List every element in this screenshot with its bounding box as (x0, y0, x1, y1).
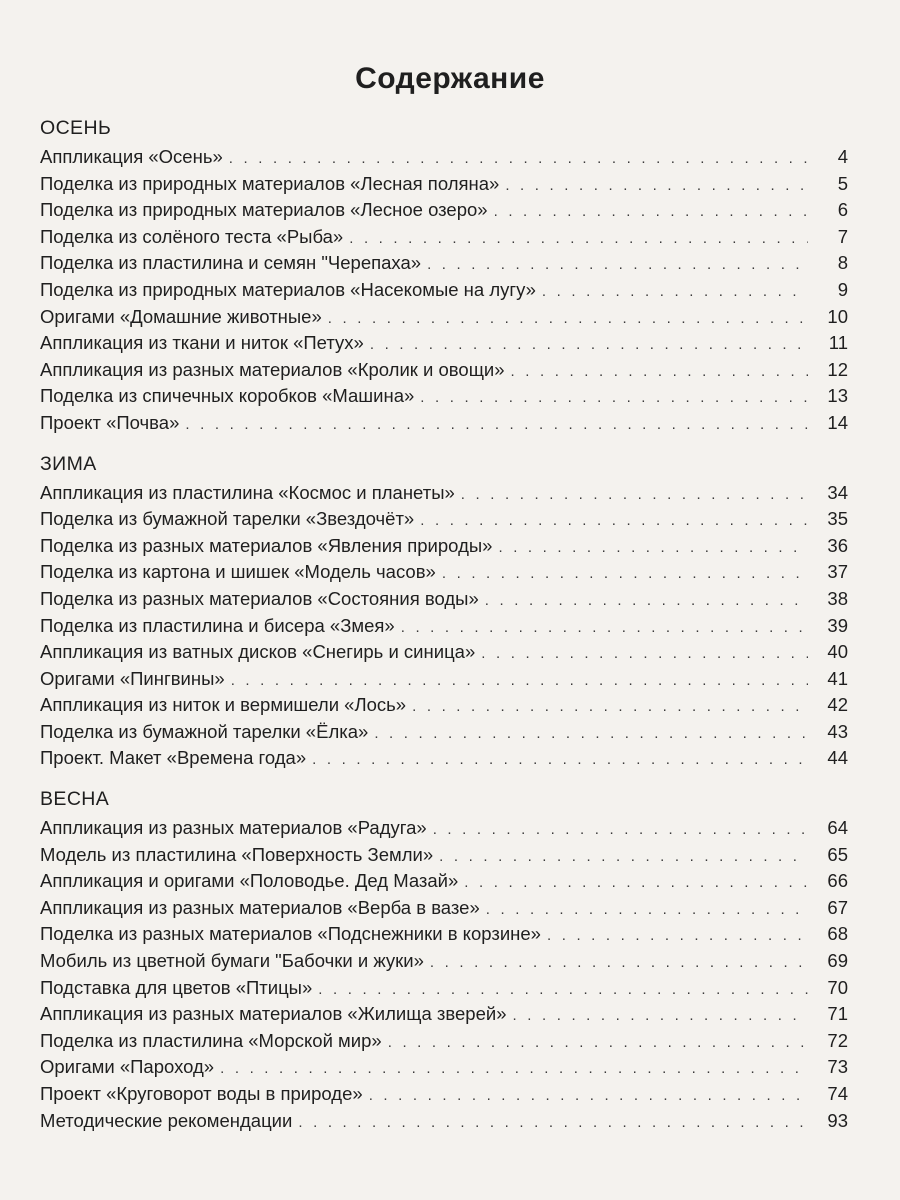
dot-leader (312, 747, 808, 774)
dot-leader (439, 844, 808, 871)
dot-leader (547, 923, 808, 950)
dot-leader (401, 615, 808, 642)
dot-leader (481, 641, 808, 668)
toc-entry (40, 357, 848, 384)
entry-page-number: 8 (837, 252, 848, 274)
dot-leader (494, 199, 808, 226)
dot-leader (370, 332, 808, 359)
dot-leader (485, 588, 808, 615)
entry-page-number: 5 (837, 172, 848, 194)
dot-leader (231, 668, 808, 695)
entry-title: Поделка из природных материалов «Лесное озеро» (40, 199, 488, 221)
toc-entry (40, 533, 848, 560)
dot-leader (220, 1056, 808, 1083)
dot-leader (374, 721, 808, 748)
entry-title: Поделка из картона и шишек «Модель часов» (40, 561, 436, 583)
entry-title: Проект. Макет «Времена года» (40, 747, 307, 769)
toc-entry (40, 613, 848, 640)
dot-leader (486, 897, 808, 924)
entry-page-number: 11 (828, 332, 848, 354)
dot-leader (427, 252, 808, 279)
entry-page-number: 68 (827, 923, 848, 945)
entry-title: Аппликация из ткани и ниток «Петух» (40, 332, 364, 354)
dot-leader (498, 535, 808, 562)
dot-leader (420, 385, 808, 412)
entry-title: Оригами «Пароход» (40, 1056, 215, 1078)
dot-leader (513, 1003, 809, 1030)
entry-title: Проект «Круговорот воды в природе» (40, 1083, 363, 1104)
toc-entry (40, 1081, 848, 1108)
toc-entry (40, 842, 848, 869)
entry-page-number: 7 (837, 225, 848, 247)
entry-page-number: 9 (837, 278, 848, 300)
toc-entry (40, 895, 848, 922)
entry-title: Поделка из солёного теста «Рыба» (40, 225, 344, 247)
toc-entry (40, 975, 848, 1002)
toc-entry (40, 171, 848, 198)
entry-title: Поделка из пластилина и бисера «Змея» (40, 614, 395, 636)
entry-page-number: 44 (827, 747, 848, 769)
entry-title: Аппликация из разных материалов «Радуга» (40, 817, 427, 839)
entry-page-number: 42 (827, 694, 848, 716)
entry-title: Аппликация из разных материалов «Верба в вазе» (40, 896, 480, 918)
dot-leader (420, 508, 808, 535)
entry-page-number: 74 (827, 1083, 848, 1104)
section-heading: ВЕСНА (40, 788, 110, 811)
entry-page-number: 13 (827, 385, 848, 407)
toc-entry (40, 383, 848, 410)
dot-leader (433, 817, 808, 844)
toc-section (40, 783, 848, 1134)
entry-title: Проект «Почва» (40, 411, 180, 433)
entry-page-number: 67 (827, 896, 848, 918)
toc-entry (40, 948, 848, 975)
entry-title: Поделка из разных материалов «Явления природы» (40, 534, 493, 556)
entry-title: Аппликация из пластилина «Космос и планеты» (40, 481, 455, 503)
toc-entry (40, 719, 848, 746)
toc-entry (40, 868, 848, 895)
toc-entry (40, 1054, 848, 1081)
entry-title: Аппликация из разных материалов «Жилища зверей» (40, 1003, 507, 1025)
entry-title: Оригами «Пингвины» (40, 667, 225, 689)
entry-page-number: 35 (827, 508, 848, 530)
dot-leader (318, 977, 808, 1004)
toc-entry (40, 304, 848, 331)
entry-page-number: 39 (827, 614, 848, 636)
dot-leader (430, 950, 808, 977)
entry-title: Поделка из спичечных коробков «Машина» (40, 385, 415, 407)
dot-leader (464, 870, 808, 897)
entry-page-number: 71 (827, 1003, 848, 1025)
toc-entry (40, 197, 848, 224)
entry-title: Аппликация «Осень» (40, 146, 223, 167)
entry-title: Поделка из разных материалов «Подснежники в корзине» (40, 923, 541, 945)
entry-page-number: 40 (827, 641, 848, 663)
dot-leader (185, 412, 808, 439)
toc-entry (40, 410, 848, 437)
toc-entry (40, 1028, 848, 1055)
entry-page-number: 66 (827, 870, 848, 892)
toc-entry (40, 692, 848, 719)
entry-page-number: 64 (827, 817, 848, 839)
toc-entry (40, 480, 848, 507)
toc-entry (40, 277, 848, 304)
entry-title: Поделка из бумажной тарелки «Ёлка» (40, 720, 369, 742)
toc-entry (40, 666, 848, 693)
toc-entry (40, 506, 848, 533)
toc-section (40, 112, 848, 437)
entry-page-number: 36 (827, 534, 848, 556)
entry-page-number: 38 (827, 587, 848, 609)
dot-leader (349, 226, 808, 253)
entry-page-number: 6 (837, 199, 848, 221)
table-of-contents (40, 112, 848, 1145)
dot-leader (461, 482, 808, 509)
entry-title: Поделка из природных материалов «Лесная поляна» (40, 172, 500, 194)
entry-title: Поделка из природных материалов «Насекомые на лугу» (40, 278, 536, 300)
dot-leader (369, 1083, 808, 1110)
toc-entry (40, 330, 848, 357)
section-heading: ЗИМА (40, 452, 97, 475)
dot-leader (298, 1110, 808, 1137)
entry-title: Подставка для цветов «Птицы» (40, 976, 313, 998)
toc-entry (40, 144, 848, 171)
entry-title: Аппликация из разных материалов «Кролик и овощи» (40, 358, 505, 380)
dot-leader (229, 146, 808, 173)
entry-page-number: 93 (827, 1109, 848, 1131)
entry-page-number: 34 (827, 481, 848, 503)
entry-page-number: 73 (827, 1056, 848, 1078)
toc-entry (40, 559, 848, 586)
entry-page-number: 72 (827, 1029, 848, 1051)
entry-page-number: 10 (827, 305, 848, 327)
entry-title: Аппликация из ватных дисков «Снегирь и синица» (40, 641, 476, 663)
entry-page-number: 41 (827, 667, 848, 689)
entry-page-number: 12 (827, 358, 848, 380)
entry-page-number: 4 (837, 146, 848, 167)
toc-entry (40, 250, 848, 277)
dot-leader (511, 359, 808, 386)
toc-entry (40, 639, 848, 666)
entry-page-number: 37 (827, 561, 848, 583)
entry-title: Поделка из разных материалов «Состояния воды» (40, 587, 479, 609)
toc-entry (40, 224, 848, 251)
toc-entry (40, 745, 848, 772)
toc-entry (40, 815, 848, 842)
page-title: Содержание (355, 62, 545, 95)
entry-page-number: 70 (827, 976, 848, 998)
entry-title: Поделка из бумажной тарелки «Звездочёт» (40, 508, 415, 530)
toc-entry (40, 1108, 848, 1135)
toc-entry (40, 1001, 848, 1028)
entry-title: Модель из пластилина «Поверхность Земли» (40, 843, 434, 865)
section-heading: ОСЕНЬ (40, 117, 112, 139)
entry-title: Аппликация из ниток и вермишели «Лось» (40, 694, 407, 716)
entry-page-number: 69 (827, 950, 848, 972)
entry-title: Аппликация и оригами «Половодье. Дед Мазай» (40, 870, 459, 892)
toc-entry (40, 921, 848, 948)
entry-page-number: 14 (827, 411, 848, 433)
entry-page-number: 65 (827, 843, 848, 865)
entry-title: Поделка из пластилина и семян "Черепаха» (40, 252, 422, 274)
dot-leader (328, 306, 808, 333)
entry-title: Оригами «Домашние животные» (40, 305, 322, 327)
dot-leader (542, 279, 808, 306)
entry-page-number: 43 (827, 720, 848, 742)
dot-leader (388, 1030, 808, 1057)
dot-leader (442, 561, 808, 588)
toc-section (40, 448, 848, 773)
toc-entry (40, 586, 848, 613)
entry-title: Мобиль из цветной бумаги "Бабочки и жуки» (40, 950, 424, 972)
entry-title: Методические рекомендации (40, 1109, 293, 1131)
entry-title: Поделка из пластилина «Морской мир» (40, 1029, 382, 1051)
dot-leader (505, 173, 808, 200)
dot-leader (412, 694, 808, 721)
